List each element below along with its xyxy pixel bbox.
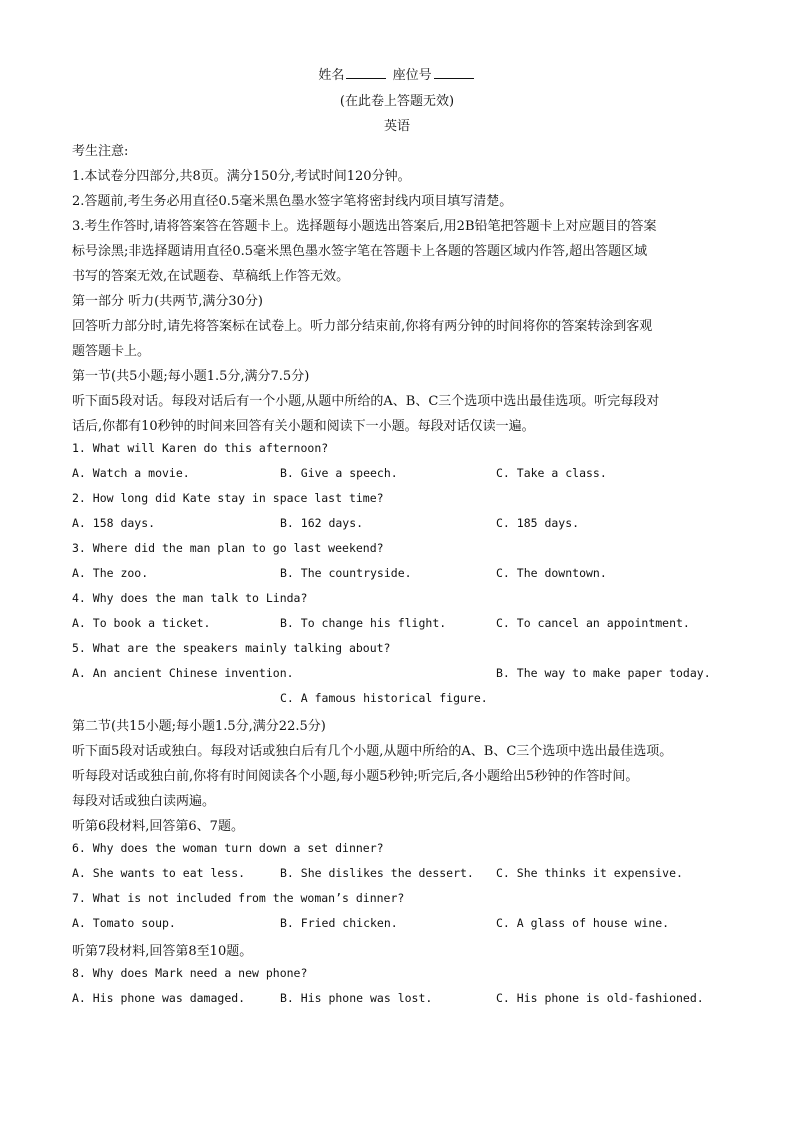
question-3-option-c: C. The downtown. — [496, 566, 607, 580]
notice-item-1: 1.本试卷分四部分,共8页。满分150分,考试时间120分钟。 — [72, 169, 411, 184]
header-name-seat — [0, 64, 794, 83]
section2-intro-b: 听每段对话或独白前,你将有时间阅读各个小题,每小题5秒钟;听完后,各小题给出5秒钟的作答时间。 — [72, 769, 639, 784]
question-5-option-c: C. A famous historical figure. — [280, 691, 488, 705]
subject-title: 英语 — [383, 119, 410, 134]
question-7-option-b: B. Fried chicken. — [280, 916, 398, 930]
question-2-stem: 2. How long did Kate stay in space last time? — [72, 491, 384, 505]
question-8-option-b: B. His phone was lost. — [280, 991, 433, 1005]
section2-intro-a: 听下面5段对话或独白。每段对话或独白后有几个小题,从题中所给的A、B、C三个选项中选出最佳选项。 — [72, 744, 673, 759]
question-4-option-b: B. To change his flight. — [280, 616, 447, 630]
question-1-stem: 1. What will Karen do this afternoon? — [72, 441, 329, 455]
question-5-option-a: A. An ancient Chinese invention. — [72, 666, 294, 680]
question-7-stem: 7. What is not included from the woman’s dinner? — [72, 891, 405, 905]
section2-title: 第二节(共15小题;每小题1.5分,满分22.5分) — [72, 719, 326, 734]
question-2-option-c: C. 185 days. — [496, 516, 580, 530]
part1-title: 第一部分 听力(共两节,满分30分) — [72, 294, 263, 309]
section1-intro-b: 话后,你都有10秒钟的时间来回答有关小题和阅读下一小题。每段对话仅读一遍。 — [72, 419, 535, 434]
part1-intro-a: 回答听力部分时,请先将答案标在试卷上。听力部分结束前,你将有两分钟的时间将你的答案转涂到客观 — [72, 319, 653, 334]
question-1-option-c: C. Take a class. — [496, 466, 607, 480]
question-8-stem: 8. Why does Mark need a new phone? — [72, 966, 308, 980]
question-3-option-b: B. The countryside. — [280, 566, 412, 580]
question-1-option-a: A. Watch a movie. — [72, 466, 190, 480]
notice-item-2: 2.答题前,考生务必用直径0.5毫米黑色墨水签字笔将密封线内项目填写清楚。 — [72, 194, 513, 209]
question-6-stem: 6. Why does the woman turn down a set dinner? — [72, 841, 384, 855]
section1-title: 第一节(共5小题;每小题1.5分,满分7.5分) — [72, 369, 310, 384]
question-2-option-b: B. 162 days. — [280, 516, 364, 530]
section2-intro-c: 每段对话或独白读两遍。 — [72, 794, 216, 809]
material-7-heading: 听第7段材料,回答第8至10题。 — [72, 944, 253, 959]
notice-item-3a: 3.考生作答时,请将答案答在答题卡上。选择题每小题选出答案后,用2B铅笔把答题卡上对应题目的答案 — [72, 219, 657, 234]
material-6-heading: 听第6段材料,回答第6、7题。 — [72, 819, 244, 834]
question-7-option-c: C. A glass of house wine. — [496, 916, 670, 930]
seat-label: 座位号 — [392, 68, 432, 83]
question-5-option-b: B. The way to make paper today. — [496, 666, 711, 680]
question-6-option-c: C. She thinks it expensive. — [496, 866, 683, 880]
question-3-option-a: A. The zoo. — [72, 566, 149, 580]
question-1-option-b: B. Give a speech. — [280, 466, 398, 480]
name-blank — [346, 67, 386, 79]
notice-item-3b: 标号涂黑;非选择题请用直径0.5毫米黑色墨水签字笔在答题卡上各题的答题区域内作答,超出答题区域 — [72, 244, 648, 259]
notice-title: 考生注意: — [72, 144, 129, 159]
notice-item-3c: 书写的答案无效,在试题卷、草稿纸上作答无效。 — [72, 269, 350, 284]
question-6-option-a: A. She wants to eat less. — [72, 866, 246, 880]
question-5-stem: 5. What are the speakers mainly talking about? — [72, 641, 391, 655]
question-8-option-c: C. His phone is old-fashioned. — [496, 991, 704, 1005]
question-4-stem: 4. Why does the man talk to Linda? — [72, 591, 308, 605]
question-8-option-a: A. His phone was damaged. — [72, 991, 246, 1005]
invalid-note: (在此卷上答题无效) — [339, 94, 455, 109]
question-2-option-a: A. 158 days. — [72, 516, 156, 530]
section1-intro-a: 听下面5段对话。每段对话后有一个小题,从题中所给的A、B、C三个选项中选出最佳选项。听完每段对 — [72, 394, 660, 409]
name-label: 姓名 — [318, 68, 345, 83]
question-4-option-a: A. To book a ticket. — [72, 616, 211, 630]
part1-intro-b: 题答题卡上。 — [72, 344, 151, 359]
question-3-stem: 3. Where did the man plan to go last weekend? — [72, 541, 384, 555]
seat-blank — [434, 67, 474, 79]
question-4-option-c: C. To cancel an appointment. — [496, 616, 690, 630]
question-7-option-a: A. Tomato soup. — [72, 916, 176, 930]
question-6-option-b: B. She dislikes the dessert. — [280, 866, 474, 880]
